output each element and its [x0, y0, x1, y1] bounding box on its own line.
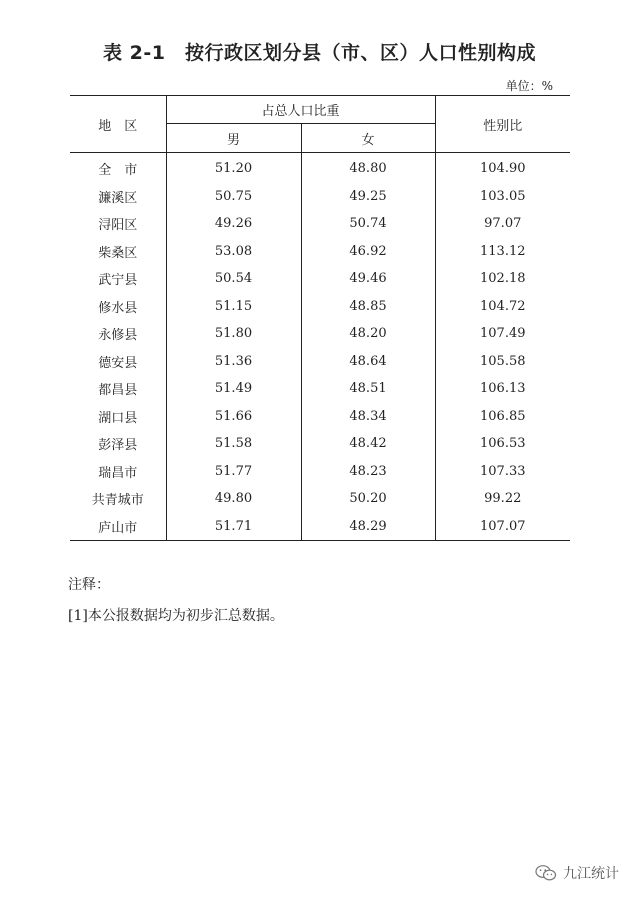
region-cell: 柴桑区 — [98, 245, 138, 261]
wechat-icon — [535, 864, 557, 882]
watermark — [535, 863, 619, 883]
sex-ratio-cell: 104.90 — [435, 153, 570, 183]
male-cell: 51.66 — [166, 403, 301, 431]
header-male: 男 — [166, 124, 301, 153]
notes-title: 注释： — [68, 577, 110, 593]
region-cell: 濂溪区 — [98, 190, 138, 206]
female-cell: 48.80 — [301, 153, 435, 183]
unit-label: 单位：% — [505, 79, 553, 93]
region-cell: 庐山市 — [98, 520, 138, 536]
sex-ratio-cell: 104.72 — [435, 293, 570, 321]
header-share-group: 占总人口比重 — [166, 96, 435, 124]
region-cell: 全 市 — [98, 163, 138, 179]
header-region: 地 区 — [98, 118, 138, 134]
table-row — [70, 403, 570, 431]
table-row — [70, 153, 570, 183]
female-cell: 50.74 — [301, 210, 435, 238]
table-row — [70, 210, 570, 238]
page-title: 表 2-1 按行政区划分县（市、区）人口性别构成 — [103, 42, 536, 64]
male-cell: 51.71 — [166, 513, 301, 541]
region-cell: 德安县 — [98, 355, 138, 371]
sex-ratio-cell: 107.07 — [435, 513, 570, 541]
region-cell: 共青城市 — [91, 493, 144, 509]
sex-ratio-cell: 103.05 — [435, 183, 570, 211]
male-cell: 53.08 — [166, 238, 301, 266]
male-cell: 51.49 — [166, 375, 301, 403]
sex-ratio-cell: 106.53 — [435, 430, 570, 458]
table-row — [70, 458, 570, 486]
header-female: 女 — [301, 124, 435, 153]
region-cell: 修水县 — [98, 300, 138, 316]
table-row — [70, 320, 570, 348]
sex-ratio-cell: 102.18 — [435, 265, 570, 293]
table-body — [70, 153, 570, 541]
male-cell: 51.20 — [166, 153, 301, 183]
female-cell: 48.51 — [301, 375, 435, 403]
female-cell: 50.20 — [301, 485, 435, 513]
sex-ratio-cell: 97.07 — [435, 210, 570, 238]
female-cell: 48.42 — [301, 430, 435, 458]
male-cell: 50.75 — [166, 183, 301, 211]
region-cell: 瑞昌市 — [98, 465, 138, 481]
sex-ratio-cell: 99.22 — [435, 485, 570, 513]
region-cell: 湖口县 — [98, 410, 138, 426]
sex-ratio-cell: 106.13 — [435, 375, 570, 403]
region-cell: 永修县 — [98, 328, 138, 344]
note-item: [1]本公报数据均为初步汇总数据。 — [68, 608, 284, 624]
sex-ratio-cell: 113.12 — [435, 238, 570, 266]
female-cell: 49.46 — [301, 265, 435, 293]
male-cell: 50.54 — [166, 265, 301, 293]
region-cell: 都昌县 — [98, 383, 138, 399]
region-cell: 浔阳区 — [98, 218, 138, 234]
sex-ratio-cell: 107.33 — [435, 458, 570, 486]
female-cell: 48.85 — [301, 293, 435, 321]
population-sex-table — [70, 95, 570, 541]
female-cell: 48.23 — [301, 458, 435, 486]
table-row — [70, 348, 570, 376]
female-cell: 49.25 — [301, 183, 435, 211]
table-row — [70, 485, 570, 513]
female-cell: 48.34 — [301, 403, 435, 431]
region-cell: 武宁县 — [98, 273, 138, 289]
table-row — [70, 293, 570, 321]
female-cell: 48.64 — [301, 348, 435, 376]
sex-ratio-cell: 107.49 — [435, 320, 570, 348]
male-cell: 51.58 — [166, 430, 301, 458]
table-row — [70, 513, 570, 541]
table-row — [70, 183, 570, 211]
male-cell: 49.80 — [166, 485, 301, 513]
female-cell: 48.29 — [301, 513, 435, 541]
table-row — [70, 238, 570, 266]
male-cell: 51.15 — [166, 293, 301, 321]
sex-ratio-cell: 105.58 — [435, 348, 570, 376]
header-sex-ratio: 性别比 — [435, 96, 570, 153]
table-row — [70, 265, 570, 293]
male-cell: 49.26 — [166, 210, 301, 238]
female-cell: 48.20 — [301, 320, 435, 348]
region-cell: 彭泽县 — [98, 438, 138, 454]
male-cell: 51.36 — [166, 348, 301, 376]
sex-ratio-cell: 106.85 — [435, 403, 570, 431]
table-row — [70, 430, 570, 458]
male-cell: 51.77 — [166, 458, 301, 486]
table-row — [70, 375, 570, 403]
male-cell: 51.80 — [166, 320, 301, 348]
female-cell: 46.92 — [301, 238, 435, 266]
watermark-text: 九江统计 — [563, 866, 619, 882]
